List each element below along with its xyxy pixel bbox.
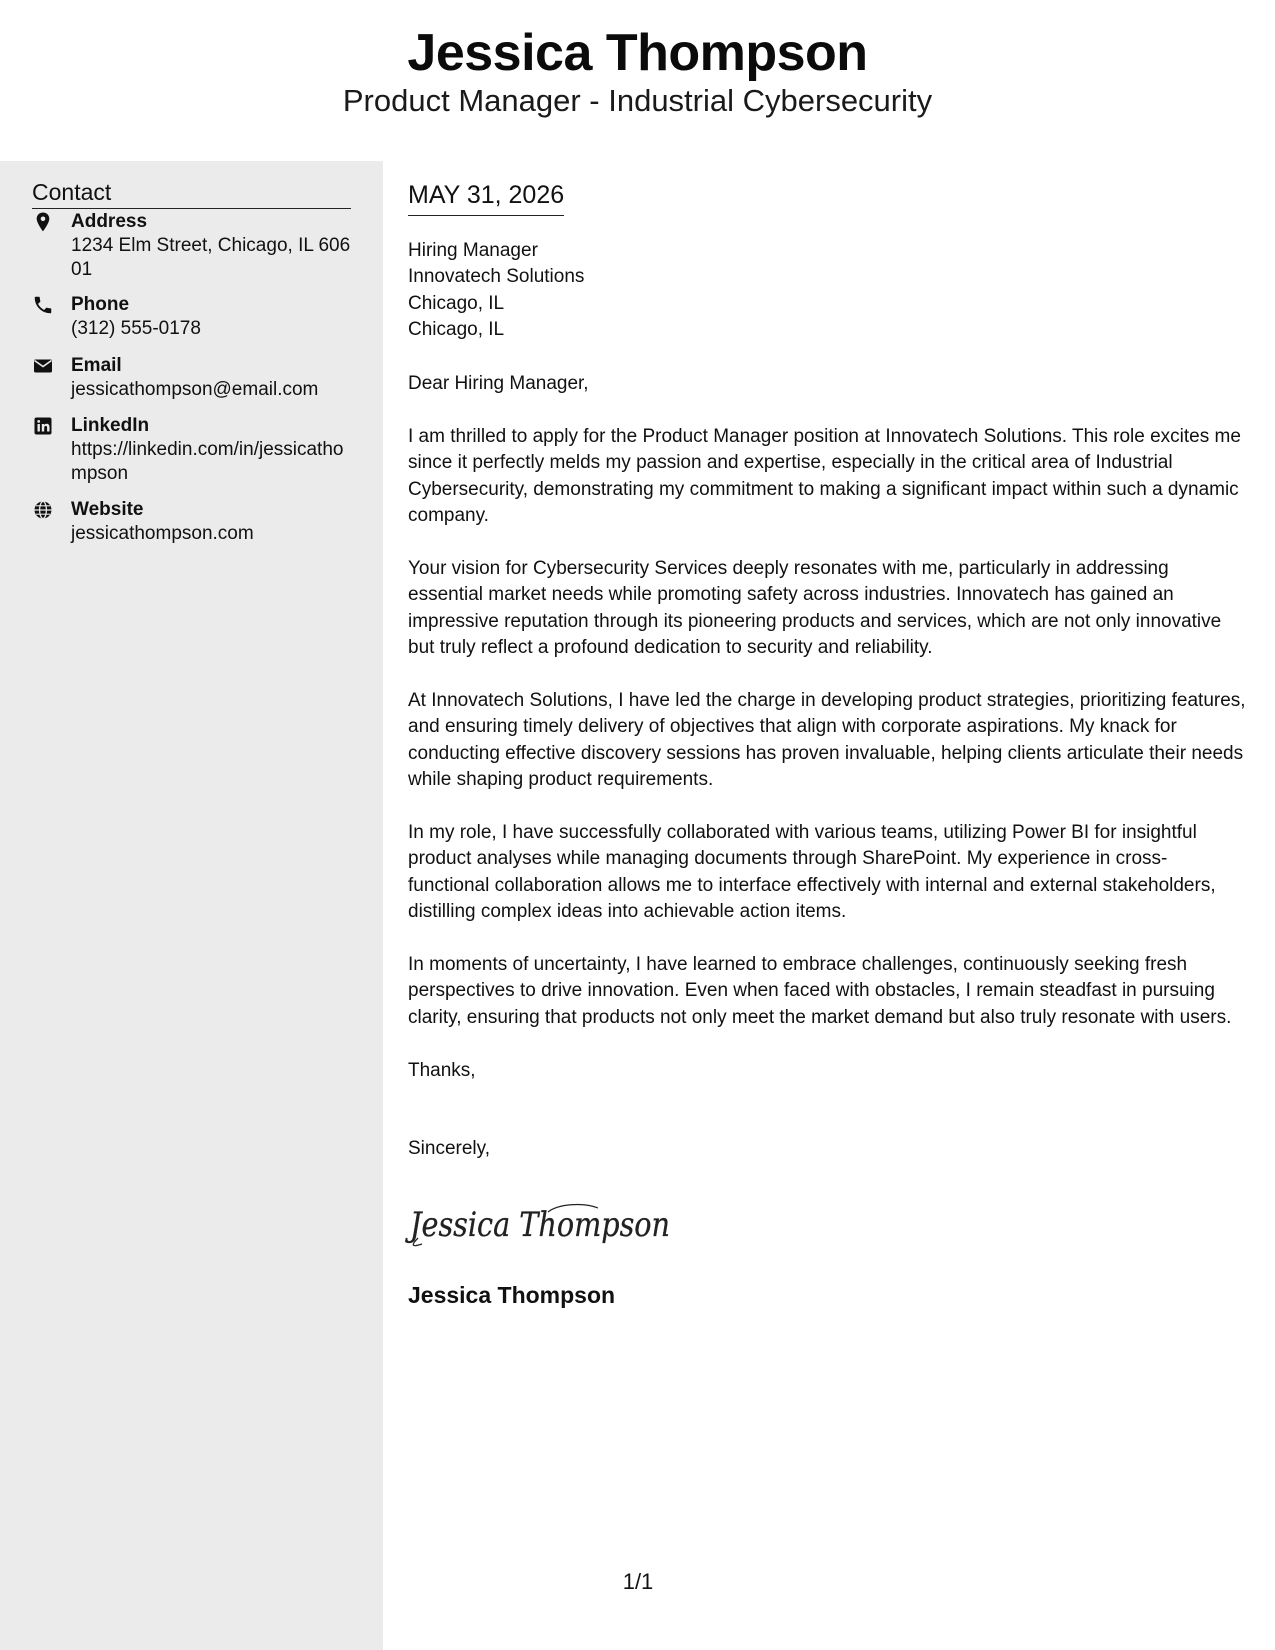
contact-sidebar — [0, 161, 383, 1650]
recipient-line: Innovatech Solutions — [408, 266, 585, 288]
body-paragraph: At Innovatech Solutions, I have led the charge in developing product strategies, prioritizing features, and ensuring timely delivery of objectives that align with corporate aspirations. My knack for conducting effective discovery sessions has proven invaluable, helping clients articulate their needs while shaping product requirements. — [408, 690, 1246, 791]
contact-value-website[interactable]: jessicathompson.com — [71, 523, 254, 544]
page-number: 1/1 — [622, 1569, 654, 1594]
contact-value-address: 1234 Elm Street, Chicago, IL 60601 — [71, 235, 351, 280]
signed-name: Jessica Thompson — [408, 1282, 616, 1308]
globe-icon — [32, 499, 54, 521]
contact-value-linkedin[interactable]: https://linkedin.com/in/jessicathompson — [71, 439, 344, 484]
handwritten-signature — [404, 1194, 678, 1254]
applicant-name: Jessica Thompson — [407, 24, 868, 82]
linkedin-icon — [32, 415, 54, 437]
letter-header — [0, 0, 1275, 161]
body-paragraph: Your vision for Cybersecurity Services deeply resonates with me, particularly in addressing essential market needs while promoting safety across industries. Innovatech has gained an impressive reputation through its pioneering products and services, which are not only innovative but truly reflect a profound dedication to security and reliability. — [408, 558, 1222, 659]
contact-heading: Contact — [32, 177, 351, 209]
contact-value-phone: (312) 555-0178 — [71, 318, 201, 339]
signature-script-text: Jessica Thompson — [404, 1205, 670, 1245]
recipient-block — [408, 238, 584, 343]
letter-date: MAY 31, 2026 — [408, 179, 564, 216]
recipient-line: Chicago, IL — [408, 292, 505, 314]
map-pin-icon — [32, 211, 54, 233]
envelope-icon — [32, 355, 54, 377]
salutation: Dear Hiring Manager, — [408, 373, 589, 394]
contact-label-email: Email — [71, 355, 122, 376]
body-paragraph: In moments of uncertainty, I have learned to embrace challenges, continuously seeking fresh perspectives to drive innovation. Even when faced with obstacles, I remain steadfast in pursuing clarity, ensuring that products not only meet the market demand but also truly resonate with users. — [408, 954, 1232, 1028]
contact-label-linkedin: LinkedIn — [71, 415, 150, 436]
contact-label-website: Website — [71, 499, 144, 520]
contact-value-email: jessicathompson@email.com — [71, 379, 319, 400]
body-paragraph: In my role, I have successfully collaborated with various teams, utilizing Power BI for insightful product analyses while managing documents through SharePoint. My experience in cross-functional collaboration allows me to interface effectively with internal and external stakeholders, distilling complex ideas into achievable action items. — [408, 822, 1216, 923]
thanks-line: Thanks, — [408, 1060, 476, 1081]
contact-label-address: Address — [71, 211, 148, 232]
closing-line: Sincerely, — [408, 1138, 491, 1159]
recipient-line: Hiring Manager — [408, 240, 538, 261]
body-paragraph: I am thrilled to apply for the Product Manager position at Innovatech Solutions. This role excites me since it perfectly melds my passion and expertise, especially in the critical area of Industrial Cybersecurity, demonstrating my commitment to making a significant impact within such a dynamic company. — [408, 426, 1241, 527]
phone-icon — [32, 294, 54, 316]
contact-label-phone: Phone — [71, 294, 130, 315]
applicant-title: Product Manager - Industrial Cybersecurity — [342, 83, 933, 118]
recipient-line: Chicago, IL — [408, 318, 505, 340]
